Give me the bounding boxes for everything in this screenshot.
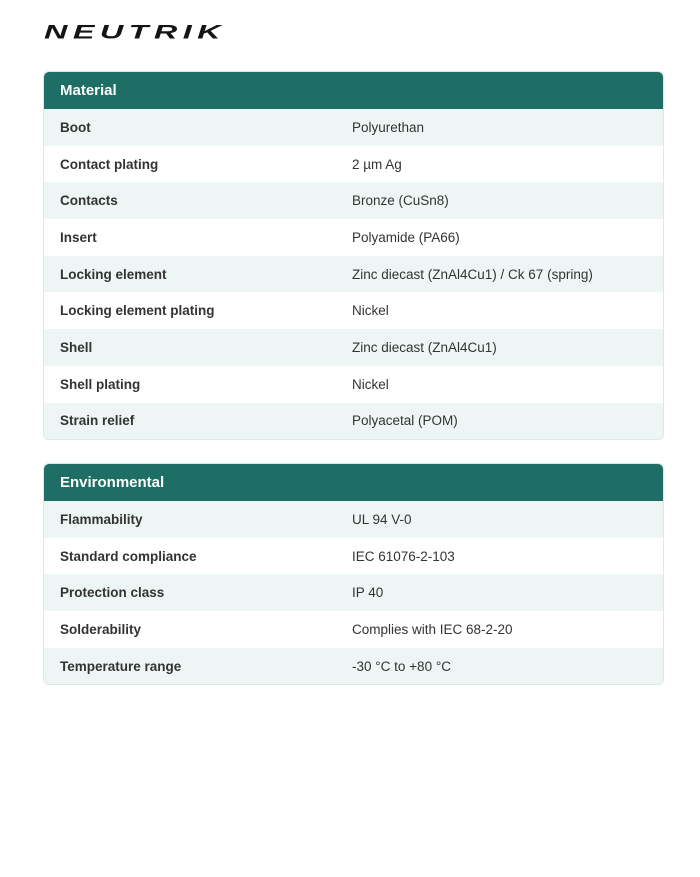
material-table-title: Material <box>44 72 663 109</box>
row-value: Complies with IEC 68-2-20 <box>352 621 513 637</box>
row-label: Contact plating <box>60 156 159 172</box>
row-label: Strain relief <box>60 413 135 429</box>
row-value: 2 µm Ag <box>352 156 402 172</box>
row-label: Locking element plating <box>60 303 215 319</box>
table-row <box>44 256 663 293</box>
neutrik-logo-text: NEUTRIK <box>44 24 226 40</box>
table-row <box>44 219 663 256</box>
table-row <box>44 329 663 366</box>
row-value: -30 °C to +80 °C <box>352 658 451 674</box>
table-row <box>44 146 663 183</box>
table-row <box>44 611 663 648</box>
row-label: Flammability <box>60 511 143 527</box>
material-table <box>43 71 664 440</box>
neutrik-logo-graphic <box>44 24 226 40</box>
row-label: Insert <box>60 229 97 245</box>
environmental-table <box>43 463 664 685</box>
environmental-table-title: Environmental <box>44 464 663 501</box>
table-row <box>44 366 663 403</box>
row-label: Temperature range <box>60 658 182 674</box>
row-value: Zinc diecast (ZnAl4Cu1) / Ck 67 (spring) <box>352 266 593 282</box>
row-value: Bronze (CuSn8) <box>352 193 449 209</box>
table-row <box>44 182 663 219</box>
table-row <box>44 292 663 329</box>
neutrik-logo <box>44 24 226 40</box>
row-label: Protection class <box>60 585 165 601</box>
row-value: IEC 61076-2-103 <box>352 548 455 564</box>
row-value: UL 94 V-0 <box>352 511 412 527</box>
row-value: Nickel <box>352 303 389 319</box>
row-value: Polyacetal (POM) <box>352 413 458 429</box>
row-label: Boot <box>60 119 91 135</box>
row-value: Nickel <box>352 376 389 392</box>
row-value: IP 40 <box>352 585 384 601</box>
table-row <box>44 648 663 685</box>
row-label: Standard compliance <box>60 548 197 564</box>
environmental-rows <box>44 501 663 684</box>
material-rows <box>44 109 663 439</box>
row-label: Contacts <box>60 193 118 209</box>
table-row <box>44 109 663 146</box>
table-row <box>44 574 663 611</box>
table-row <box>44 501 663 538</box>
row-label: Shell plating <box>60 376 141 392</box>
row-label: Locking element <box>60 266 167 282</box>
row-value: Polyurethan <box>352 119 425 135</box>
row-label: Solderability <box>60 621 142 637</box>
row-value: Polyamide (PA66) <box>352 229 460 245</box>
table-row <box>44 403 663 440</box>
row-label: Shell <box>60 339 93 355</box>
row-value: Zinc diecast (ZnAl4Cu1) <box>352 339 497 355</box>
table-row <box>44 538 663 575</box>
